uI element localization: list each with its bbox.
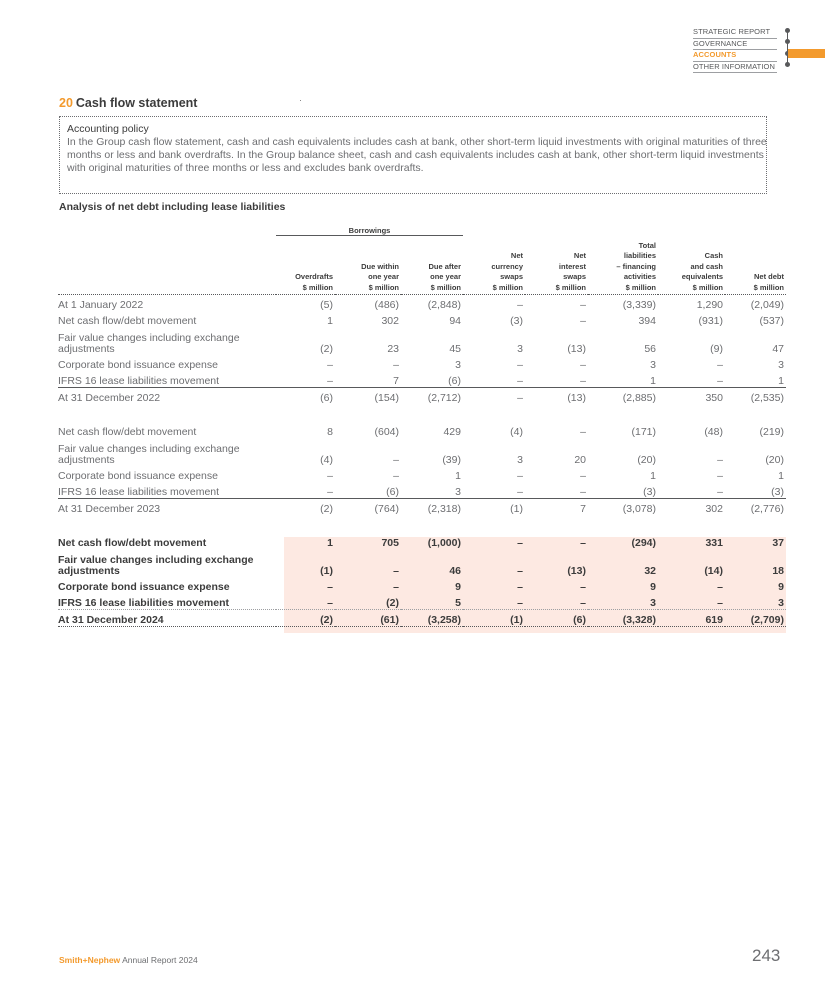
table-cell: 3 (517, 454, 523, 466)
table-cell: – (717, 486, 723, 498)
table-cell: 18 (772, 565, 784, 577)
table-cell: (604) (374, 426, 399, 438)
table-cell: – (580, 581, 586, 593)
table-cell: (2,885) (588, 388, 658, 405)
nav-item-governance[interactable]: GOVERNANCE (693, 39, 777, 51)
nav-item-accounts[interactable]: ACCOUNTS (693, 50, 777, 62)
table-cell: (4) (320, 454, 333, 466)
table-cell: (3) (510, 315, 523, 327)
table-cell: (2,776) (725, 499, 786, 516)
col-net-currency-swaps: Net currency swaps $ million (463, 236, 525, 295)
row-label: Fair value changes including exchange adjustments (58, 443, 240, 466)
row-label: At 1 January 2022 (58, 299, 144, 311)
col-net-debt: Net debt $ million (725, 236, 786, 295)
table-cell: (2,535) (725, 388, 786, 405)
table-cell: 3 (517, 343, 523, 355)
table-cell: (2) (276, 610, 335, 627)
page-title (59, 96, 197, 110)
table-cell: 45 (449, 343, 461, 355)
table-cell: (2,712) (401, 388, 463, 405)
table-cell: (219) (759, 426, 784, 438)
table-cell: (13) (567, 343, 586, 355)
table-cell: – (517, 359, 523, 371)
table-cell: 1 (650, 375, 656, 387)
table-cell: – (393, 581, 399, 593)
table-cell: (764) (335, 499, 401, 516)
table-cell: – (517, 537, 523, 549)
table-cell: – (517, 299, 523, 311)
table-cell: (931) (698, 315, 723, 327)
table-cell: 3 (725, 593, 786, 610)
table-cell: – (717, 470, 723, 482)
table-cell: (1) (463, 499, 525, 516)
table-cell: (6) (525, 610, 588, 627)
col-due-after-one-year: Due after one year $ million (401, 236, 463, 295)
row-label: At 31 December 2022 (58, 388, 276, 405)
table-cell: 47 (772, 343, 784, 355)
row-label: IFRS 16 lease liabilities movement (58, 593, 276, 610)
section-number: 20 (59, 96, 73, 110)
report-name: Annual Report 2024 (122, 955, 198, 965)
table-cell: – (517, 581, 523, 593)
table-cell: – (393, 470, 399, 482)
table-cell: – (580, 426, 586, 438)
table-cell: (154) (335, 388, 401, 405)
table-cell: 9 (778, 581, 784, 593)
table-cell: 94 (449, 315, 461, 327)
table-cell: – (580, 315, 586, 327)
table-cell: (2) (320, 343, 333, 355)
table-cell: – (463, 593, 525, 610)
table-cell: – (717, 375, 723, 387)
table-cell: (5) (320, 299, 333, 311)
table-cell: – (327, 375, 333, 387)
nav-rail (787, 29, 788, 66)
table-cell: 331 (705, 537, 723, 549)
borrowings-group-label: Borrowings (276, 219, 463, 236)
table-cell: (3,339) (622, 299, 656, 311)
table-cell: (61) (335, 610, 401, 627)
table-cell: 1 (455, 470, 461, 482)
nav-item-strategic-report[interactable]: STRATEGIC REPORT (693, 27, 777, 39)
table-cell: (3,258) (401, 610, 463, 627)
table-cell: (6) (276, 388, 335, 405)
table-cell: – (517, 486, 523, 498)
table-cell: – (393, 454, 399, 466)
table-row (58, 438, 786, 466)
table-row (58, 388, 786, 405)
table-cell: (1) (463, 610, 525, 627)
table-cell: 429 (443, 426, 461, 438)
spacer-row (58, 404, 786, 422)
table-cell: – (525, 593, 588, 610)
row-label: At 31 December 2023 (58, 499, 276, 516)
table-cell: 619 (658, 610, 725, 627)
nav-marker-icon (785, 62, 790, 67)
table-cell: (20) (637, 454, 656, 466)
table-cell: (48) (704, 426, 723, 438)
policy-text: In the Group cash flow statement, cash and cash equivalents includes cash at bank, other short-term liquid investments with original maturities of three months or less and bank overdrafts. In the Group balance sheet, cash and cash equivalents includes cash at bank, other short-term liquid investments with original maturities of three months or less and excludes bank overdrafts. (67, 136, 767, 174)
table-cell: – (580, 486, 586, 498)
row-label: IFRS 16 lease liabilities movement (58, 486, 220, 498)
row-label: Corporate bond issuance expense (58, 359, 218, 371)
table-cell: 394 (638, 315, 656, 327)
table-row (58, 355, 786, 371)
table-cell: (6) (386, 486, 399, 498)
table-cell: (39) (442, 454, 461, 466)
table-cell: 1,290 (696, 299, 723, 311)
table-cell: 3 (650, 359, 656, 371)
table-row (58, 482, 786, 499)
table-cell: 350 (658, 388, 725, 405)
table-cell: 1 (327, 537, 333, 549)
table-cell: 23 (387, 343, 399, 355)
col-due-within-one-year: Due within one year $ million (335, 236, 401, 295)
table-cell: 9 (650, 581, 656, 593)
table-cell: – (463, 388, 525, 405)
row-label: Net cash flow/debt movement (58, 426, 197, 438)
table-row (58, 466, 786, 482)
table-cell: 7 (525, 499, 588, 516)
table-cell: – (393, 359, 399, 371)
row-label: Corporate bond issuance expense (58, 581, 230, 593)
table-cell: (13) (525, 388, 588, 405)
table-cell: – (517, 565, 523, 577)
table-cell: (537) (759, 315, 784, 327)
table-row (58, 499, 786, 516)
footer (59, 955, 198, 965)
table-cell: 8 (327, 426, 333, 438)
policy-heading: Accounting policy (67, 123, 149, 135)
table-cell: (486) (374, 299, 399, 311)
section-title: Cash flow statement (75, 96, 198, 110)
page-number: 243 (752, 946, 781, 965)
table-cell: – (327, 470, 333, 482)
table-cell: (2,049) (750, 299, 784, 311)
table-cell: 32 (644, 565, 656, 577)
table-row (58, 311, 786, 327)
table-cell: (6) (448, 375, 461, 387)
table-cell: – (327, 486, 333, 498)
table-cell: (171) (631, 426, 656, 438)
table-row (58, 610, 786, 627)
table-cell: – (327, 359, 333, 371)
table-cell: (3,328) (588, 610, 658, 627)
table-cell: 302 (658, 499, 725, 516)
table-cell: 3 (455, 359, 461, 371)
table-cell: – (580, 470, 586, 482)
row-label: Net cash flow/debt movement (58, 537, 207, 549)
table-cell: – (717, 359, 723, 371)
table-cell: – (717, 454, 723, 466)
decorative-dot (300, 100, 301, 101)
table-row (58, 295, 786, 312)
table-cell: – (517, 375, 523, 387)
table-cell: – (717, 581, 723, 593)
table-row (58, 577, 786, 593)
table-cell: 20 (574, 454, 586, 466)
table-cell: (2,848) (427, 299, 461, 311)
row-label: Net cash flow/debt movement (58, 315, 197, 327)
table-cell: 3 (455, 486, 461, 498)
table-cell: – (276, 593, 335, 610)
table-row (58, 371, 786, 388)
table-cell: 302 (381, 315, 399, 327)
table-cell: 46 (449, 565, 461, 577)
table-cell: 3 (778, 359, 784, 371)
table-cell: (1) (320, 565, 333, 577)
table-cell: – (517, 470, 523, 482)
table-cell: (13) (567, 565, 586, 577)
table-cell: (2) (335, 593, 401, 610)
table-cell: (1,000) (427, 537, 461, 549)
nav-marker-icon (785, 28, 790, 33)
group-header-row (58, 219, 786, 236)
spacer-row (58, 515, 786, 533)
table-row (58, 549, 786, 577)
table-cell: 1 (650, 470, 656, 482)
table-row (58, 593, 786, 610)
row-label: Corporate bond issuance expense (58, 470, 218, 482)
table-cell: 705 (381, 537, 399, 549)
nav-item-other-information[interactable]: OTHER INFORMATION (693, 62, 777, 74)
table-cell: (2) (276, 499, 335, 516)
table-cell: 1 (327, 315, 333, 327)
active-section-tab (788, 49, 825, 58)
table-cell: 9 (455, 581, 461, 593)
table-row (58, 422, 786, 438)
section-nav (693, 27, 777, 73)
table-cell: – (658, 593, 725, 610)
row-label: Fair value changes including exchange adjustments (58, 554, 254, 577)
table-cell: – (580, 359, 586, 371)
table-cell: 5 (401, 593, 463, 610)
col-overdrafts: Overdrafts $ million (276, 236, 335, 295)
row-label: IFRS 16 lease liabilities movement (58, 375, 220, 387)
table-cell: 1 (778, 375, 784, 387)
table-cell: (3) (771, 486, 784, 498)
table-cell: (294) (631, 537, 656, 549)
table-cell: 3 (588, 593, 658, 610)
table-cell: (20) (765, 454, 784, 466)
table-cell: – (393, 565, 399, 577)
table-cell: (4) (510, 426, 523, 438)
table-cell: – (327, 581, 333, 593)
table-cell: 1 (778, 470, 784, 482)
table-cell: – (580, 537, 586, 549)
col-net-interest-swaps: Net interest swaps $ million (525, 236, 588, 295)
table-cell: 56 (644, 343, 656, 355)
row-label: At 31 December 2024 (58, 610, 276, 627)
accounting-policy-box (59, 116, 767, 194)
row-label: Fair value changes including exchange adjustments (58, 332, 240, 355)
nav-marker-icon (785, 39, 790, 44)
table-cell: 37 (772, 537, 784, 549)
table-cell: (3,078) (588, 499, 658, 516)
table-row (58, 533, 786, 549)
net-debt-table (58, 219, 786, 627)
table-title: Analysis of net debt including lease liabilities (59, 201, 286, 213)
table-cell: (2,709) (725, 610, 786, 627)
table-row (58, 327, 786, 355)
table-cell: (3) (643, 486, 656, 498)
table-cell: – (580, 375, 586, 387)
column-header-row (58, 236, 786, 295)
table-cell: (14) (704, 565, 723, 577)
brand-name: Smith+Nephew (59, 955, 121, 965)
table-cell: (9) (710, 343, 723, 355)
table-cell: (2,318) (401, 499, 463, 516)
col-cash-equivalents: Cash and cash equivalents $ million (658, 236, 725, 295)
table-cell: – (580, 299, 586, 311)
table-cell: 7 (393, 375, 399, 387)
col-total-liabilities: Total liabilities – financing activities $ million (588, 236, 658, 295)
